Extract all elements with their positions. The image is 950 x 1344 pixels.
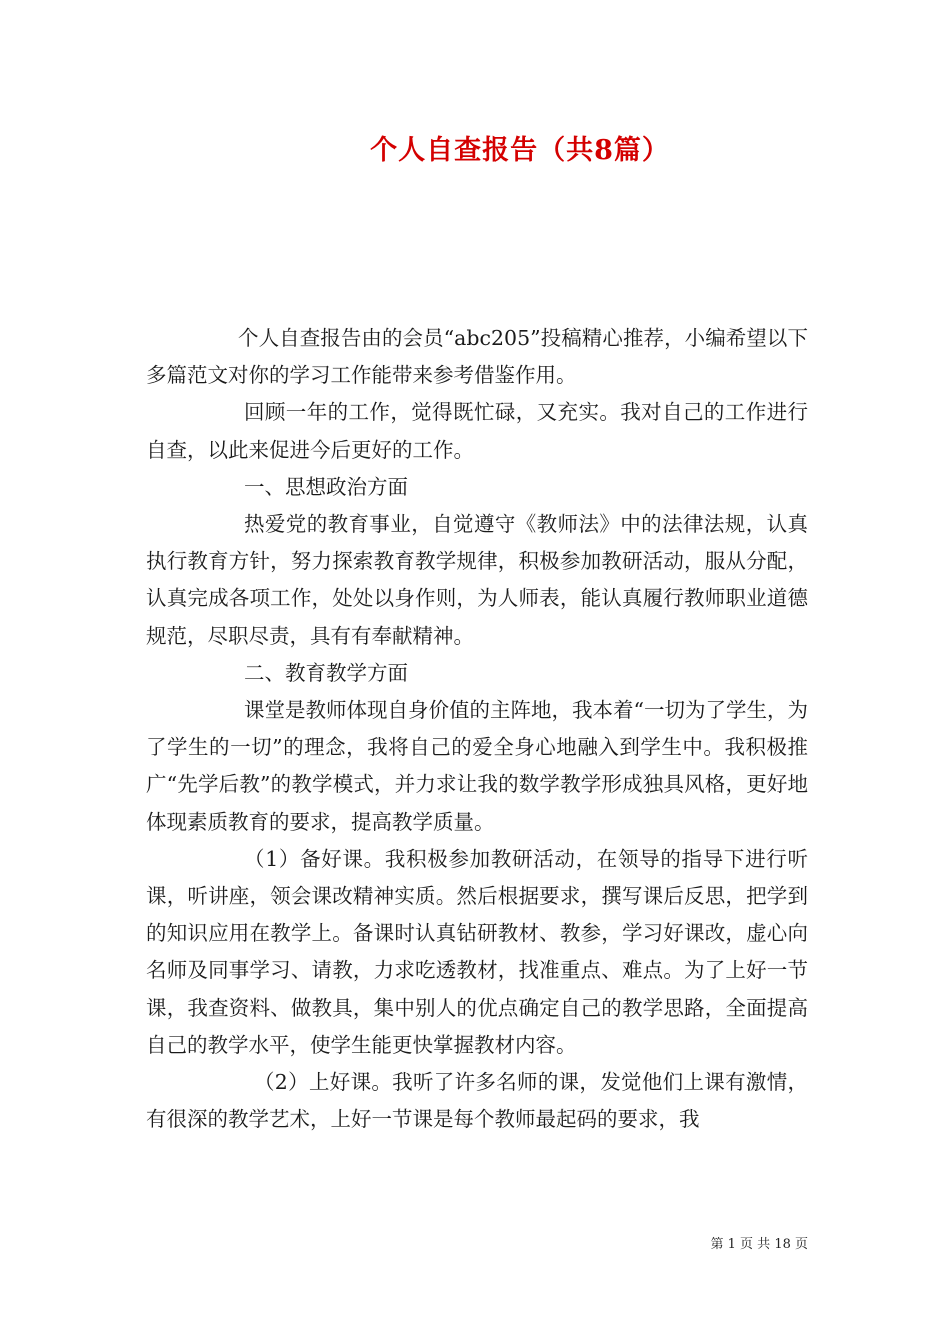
paragraph-review: 回顾一年的工作，觉得既忙碌，又充实。我对自己的工作进行自查，以此来促进今后更好的工作。 <box>146 400 808 462</box>
paragraph-teach-lessons: （2）上好课。我听了许多名师的课，发觉他们上课有激情，有很深的教学艺术，上好一节课是每个教师最起码的要求，我 <box>146 1070 808 1132</box>
section-heading-political: 一、思想政治方面 <box>244 474 408 499</box>
paragraph-intro: 个人自查报告由的会员“abc205”投稿精心推荐，小编希望以下多篇范文对你的学习工作能带来参考借鉴作用。 <box>146 326 808 388</box>
paragraph-political: 热爱党的教育事业，自觉遵守《教师法》中的法律法规，认真执行教育方针，努力探索教育教学规律，积极参加教研活动，服从分配，认真完成各项工作，处处以身作则，为人师表，能认真履行教师职业道德规范，尽职尽责，具有有奉献精神。 <box>146 512 808 648</box>
paragraph-teaching: 课堂是教师体现自身价值的主阵地，我本着“一切为了学生，为了学生的一切”的理念，我将自己的爱全身心地融入到学生中。我积极推广“先学后教”的教学模式，并力求让我的数学教学形成独具风格，更好地体现素质教育的要求，提高教学质量。 <box>146 698 808 834</box>
section-heading-teaching: 二、教育教学方面 <box>244 660 408 685</box>
page-title: 个人自查报告（共8篇） <box>370 135 670 166</box>
document-body <box>146 320 808 1138</box>
paragraph-prepare-lessons: （1）备好课。我积极参加教研活动，在领导的指导下进行听课，听讲座，领会课改精神实质。然后根据要求，撰写课后反思，把学到的知识应用在教学上。备课时认真钻研教材、教参，学习好课改，虚心向名师及同事学习、请教，力求吃透教材，找准重点、难点。为了上好一节课，我查资料、做教具，集中别人的优点确定自己的教学思路，全面提高自己的教学水平，使学生能更快掌握教材内容。 <box>146 846 808 1057</box>
page-number: 第 1 页 共 18 页 <box>710 1237 808 1252</box>
